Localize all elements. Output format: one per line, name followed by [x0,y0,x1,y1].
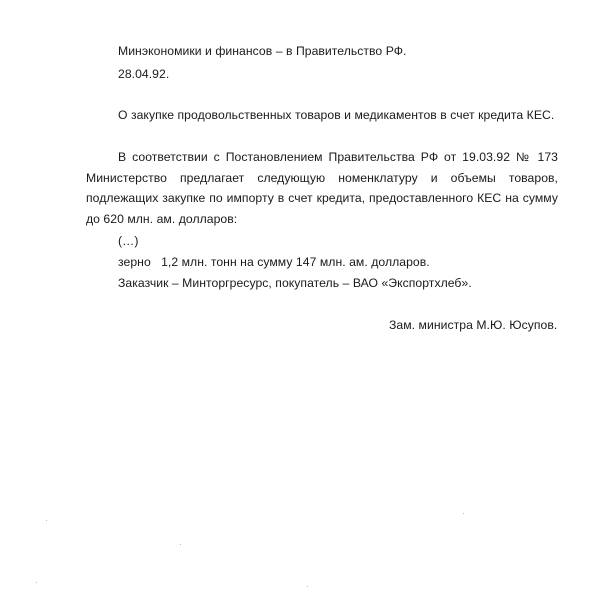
header-addressee: Минэкономики и финансов – в Правительство РФ. [118,44,407,58]
scan-speck [180,544,181,545]
scan-speck [36,582,37,583]
body-paragraph: В соответствии с Постановлением Правительства РФ от 19.03.92 № 173 Министерство предлагает следующую номенклатуру и объемы товаров, подлежащих закупке по импорту в счет кредита, предоставленного КЕС на сумму до 620 млн. ам. долларов: [86,150,558,226]
header-date: 28.04.92. [118,67,170,81]
signature-line: Зам. министра М.Ю. Юсупов. [389,318,558,332]
scan-speck [463,513,464,514]
scan-speck [46,520,47,521]
scan-speck [307,586,308,587]
document-subject: О закупке продовольственных товаров и медикаментов в счет кредита КЕС. [118,108,555,122]
grain-item-line: зерно 1,2 млн. тонн на сумму 147 млн. ам. долларов. [118,255,430,269]
ellipsis-omission: (…) [118,234,139,248]
customer-line: Заказчик – Минторгресурс, покупатель – ВАО «Экспортхлеб». [118,276,472,290]
